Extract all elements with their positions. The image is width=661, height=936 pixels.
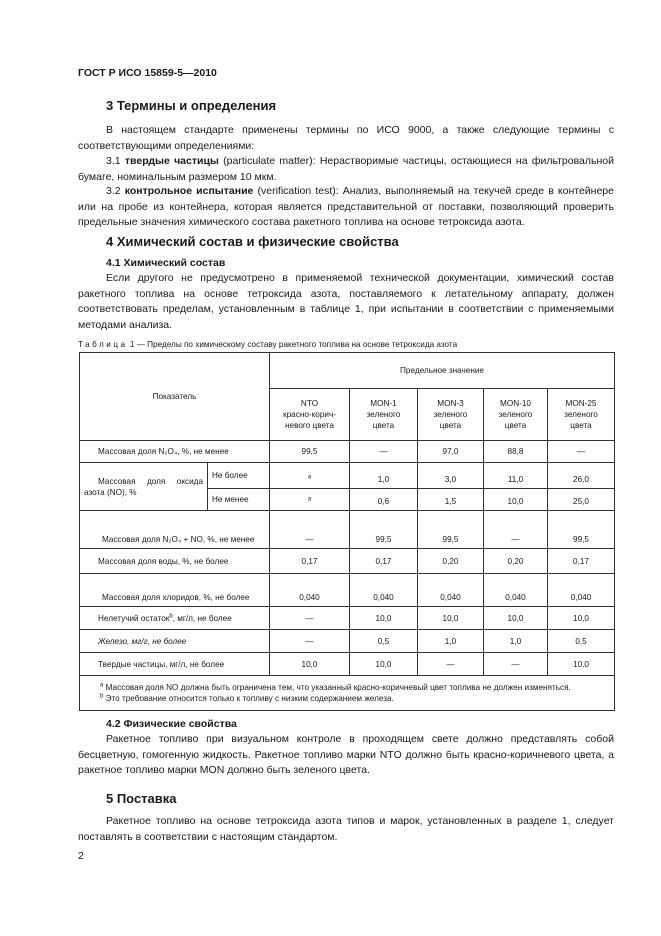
table-caption-title: 1 — Пределы по химическому составу ракетного топлива на основе тетроксида азота <box>127 340 458 349</box>
section-5-text: Ракетное топливо на основе тетроксида азота типов и марок, установленных в разделе 1, следует поставлять в соответствии с настоящим стандартом. <box>78 815 614 843</box>
cell-note: a <box>270 489 350 511</box>
table-row <box>80 463 615 489</box>
cell-value: 0,20 <box>418 549 484 574</box>
table-row <box>80 574 615 607</box>
cell-value: 10,0 <box>548 607 615 630</box>
row-label: Железо, мг/г, не более <box>80 630 270 653</box>
limit-value-header: Предельное значение <box>270 353 615 389</box>
cell-value: 0,17 <box>350 549 418 574</box>
cell-value: — <box>418 653 484 676</box>
row-label: Массовая доля N₂O₄, %, не менее <box>80 441 270 463</box>
cell-value: 99,5 <box>270 441 350 463</box>
term-name: твердые частицы <box>124 155 219 167</box>
cell-value: — <box>484 511 548 549</box>
cell-value: 0,20 <box>484 549 548 574</box>
cell-value: — <box>270 630 350 653</box>
row-label: Не более <box>208 463 270 489</box>
cell-value: 0,17 <box>548 549 615 574</box>
col-header-nto: NTO красно-корич- невого цвета <box>270 389 350 441</box>
col-header-mon-3: MON-3 зеленого цвета <box>418 389 484 441</box>
cell-value: 0,5 <box>350 630 418 653</box>
cell-value: 99,5 <box>418 511 484 549</box>
cell-value: — <box>484 653 548 676</box>
cell-value: 88,8 <box>484 441 548 463</box>
row-label: Нелетучий остаток$^b$, мг/л, не более <box>80 607 270 630</box>
cell-value: 10,0 <box>548 653 615 676</box>
table-footnotes <box>80 676 615 711</box>
col-header-mon-25: MON-25 зеленого цвета <box>548 389 615 441</box>
term-number: 3.2 <box>106 185 121 197</box>
cell-value: 0,040 <box>350 574 418 607</box>
cell-value: — <box>270 511 350 549</box>
subsection-4-1-heading: 4.1 Химический состав <box>106 257 226 269</box>
footnote-b: $^b$ Это требование относится только к топливу с низким содержанием железа. <box>100 693 394 703</box>
cell-value: 97,0 <box>418 441 484 463</box>
cell-value: 0,040 <box>484 574 548 607</box>
cell-value: 0,040 <box>270 574 350 607</box>
cell-value: 10,0 <box>350 607 418 630</box>
cell-value: 99,5 <box>548 511 615 549</box>
cell-note: a <box>270 463 350 489</box>
cell-value: 10,0 <box>484 607 548 630</box>
row-label: Не менее <box>208 489 270 511</box>
indicator-header: Показатель <box>80 353 270 441</box>
cell-value: — <box>350 441 418 463</box>
row-label: Массовая доля N₂O₄ + NO, %, не менее <box>80 511 270 549</box>
cell-value: 10,0 <box>350 653 418 676</box>
cell-value: 1,0 <box>418 630 484 653</box>
cell-value: 26,0 <box>548 463 615 489</box>
table-caption <box>78 340 457 349</box>
col-header-mon-10: MON-10 зеленого цвета <box>484 389 548 441</box>
section-4-heading: 4 Химический состав и физические свойства <box>106 234 399 249</box>
section-5-heading: 5 Поставка <box>106 791 177 806</box>
term-3-1 <box>78 154 614 185</box>
table-row <box>80 630 615 653</box>
term-name: контрольное испытание <box>124 185 254 197</box>
cell-value: 10,0 <box>484 489 548 511</box>
table-caption-word: Таблица <box>78 340 128 349</box>
row-label: Массовая доля воды, %, не более <box>80 549 270 574</box>
footnote-a: $^a$ Массовая доля NO должна быть ограничена тем, что указанный красно-коричневый цвет топлива не должен изменяться. <box>100 682 571 692</box>
row-label: Твердые частицы, мг/л, не более <box>80 653 270 676</box>
cell-value: 0,17 <box>270 549 350 574</box>
term-number: 3.1 <box>106 155 121 167</box>
page-number: 2 <box>78 850 84 862</box>
document-id: ГОСТ Р ИСО 15859-5—2010 <box>78 67 217 79</box>
cell-value: — <box>270 607 350 630</box>
cell-value: 0,040 <box>548 574 615 607</box>
subsection-4-2-heading: 4.2 Физические свойства <box>106 718 237 730</box>
table-footnotes-row <box>80 676 615 711</box>
row-label: Массовая доля хлоридов, %, не более <box>80 574 270 607</box>
term-definition: (particulate matter): Нерастворимые частицы, остающиеся на фильтровальной бумаге, номинальным размером 10 мкм. <box>78 155 614 183</box>
table-header-row <box>80 353 615 389</box>
term-3-2 <box>78 184 614 231</box>
col-header-mon-1: MON-1 зеленого цвета <box>350 389 418 441</box>
cell-value: 0,6 <box>350 489 418 511</box>
cell-value: 11,0 <box>484 463 548 489</box>
term-definition: (verification test): Анализ, выполняемый на текучей среде в контейнере или на пробе из контейнера, которая является представительной от поставки, позволяющий проверить предельные значения химического состава ракетного топлива на основе тетроксида азота. <box>78 185 614 228</box>
subsection-4-2-text: Ракетное топливо при визуальном контроле в проходящем свете должно представлять собой бесцветную, гомогенную жидкость. Ракетное топливо марки NTO должно быть красно-коричневого цвета, а ракетное топливо марки MON должно быть зеленого цвета. <box>78 733 614 776</box>
row-group-label: Массовая доля оксида азота (NO), % <box>80 463 208 511</box>
cell-value: 0,5 <box>548 630 615 653</box>
cell-value: 3,0 <box>418 463 484 489</box>
table-row <box>80 607 615 630</box>
section-3-intro: В настоящем стандарте применены термины по ИСО 9000, а также следующие термины с соответствующими определениями: <box>78 124 614 152</box>
cell-value: 99,5 <box>350 511 418 549</box>
table-row <box>80 441 615 463</box>
cell-value: 1,0 <box>350 463 418 489</box>
cell-value: 10,0 <box>270 653 350 676</box>
cell-value: 0,040 <box>418 574 484 607</box>
cell-value: 1,5 <box>418 489 484 511</box>
section-3-heading: 3 Термины и определения <box>106 98 277 113</box>
table-row <box>80 549 615 574</box>
table-row <box>80 653 615 676</box>
cell-value: 25,0 <box>548 489 615 511</box>
cell-value: 1,0 <box>484 630 548 653</box>
chemical-limits-table <box>79 352 615 711</box>
table-row <box>80 511 615 549</box>
subsection-4-1-text: Если другого не предусмотрено в применяемой технической документации, химический состав ракетного топлива на основе тетроксида азота, поставляемого к летательному аппарату, должен соответствовать пределам, установленным в таблице 1, при испытании в соответствии с применяемыми методами анализа. <box>78 272 614 331</box>
cell-value: 10,0 <box>418 607 484 630</box>
cell-value: — <box>548 441 615 463</box>
